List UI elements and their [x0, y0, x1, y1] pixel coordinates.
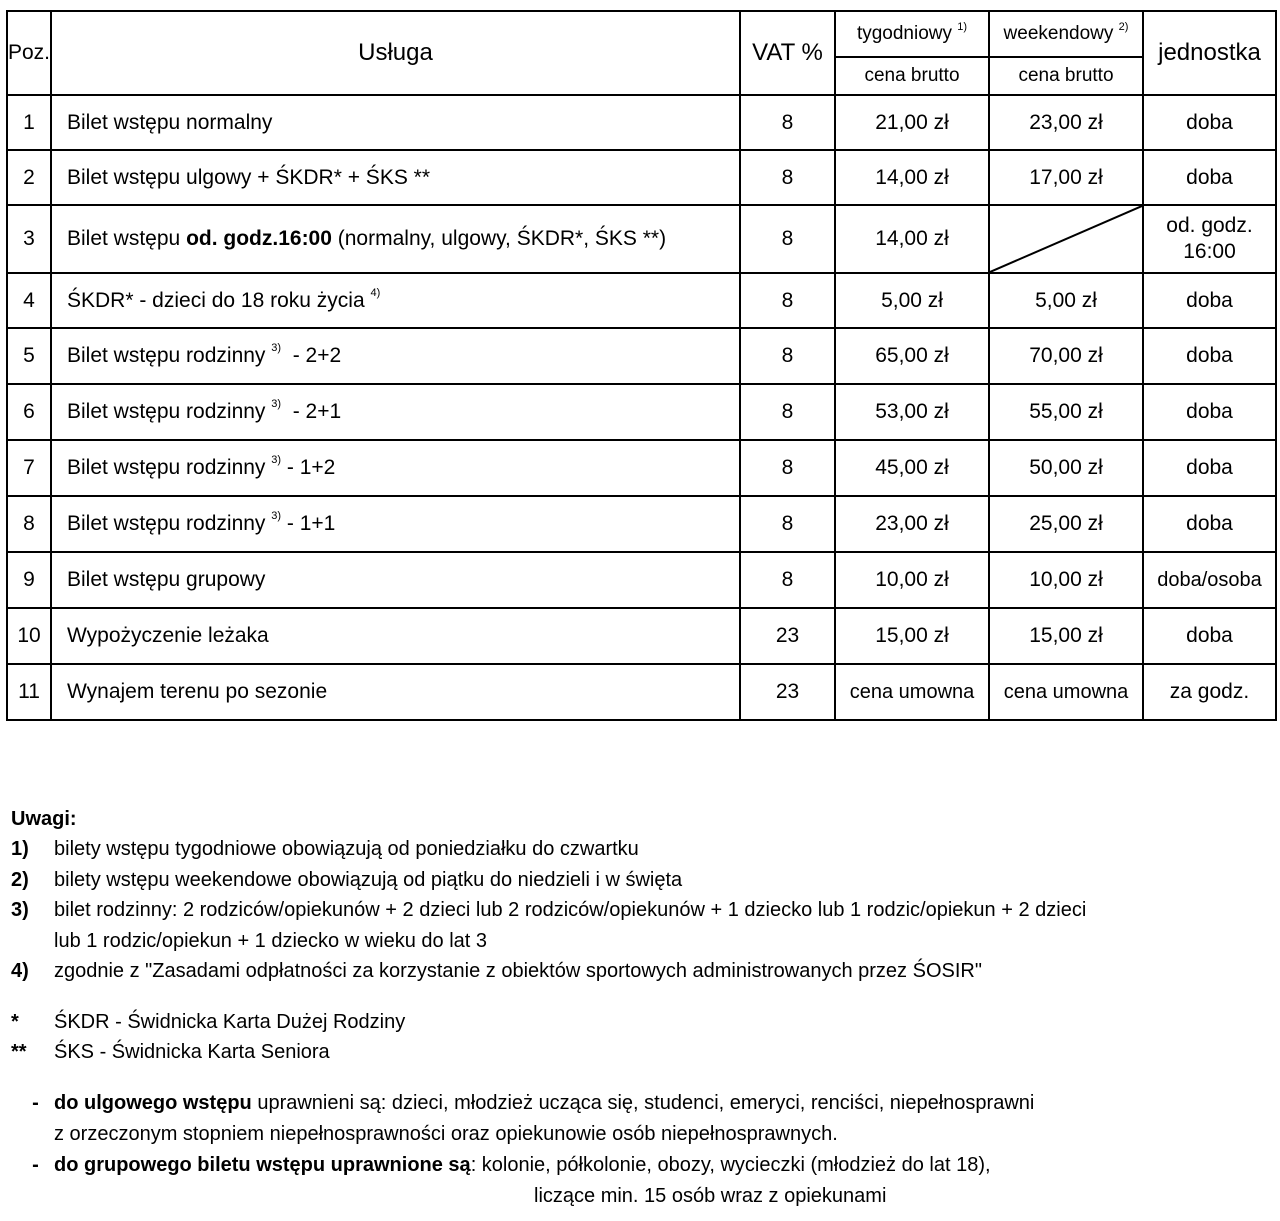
cell-poz: 7 — [7, 440, 51, 496]
notes-title: Uwagi: — [11, 808, 77, 830]
notes-section — [11, 808, 1271, 1212]
note-item: 4) zgodnie z "Zasadami odpłatności za korzystanie z obiektów sportowych administrowanych przez ŚOSIR" — [11, 960, 982, 982]
cell-price-weekly: 14,00 zł — [835, 150, 989, 205]
cell-poz: 8 — [7, 496, 51, 552]
cell-unit: doba — [1143, 95, 1276, 150]
cell-poz: 5 — [7, 328, 51, 384]
cell-price-weekend: 55,00 zł — [989, 384, 1143, 440]
cell-price-weekend: 70,00 zł — [989, 328, 1143, 384]
cell-poz: 9 — [7, 552, 51, 608]
header-weekendowy: weekendowy $^{2)}$ — [989, 11, 1143, 57]
table-row — [7, 273, 1276, 328]
table-row — [7, 608, 1276, 664]
cell-price-weekly: 14,00 zł — [835, 205, 989, 273]
cell-price-weekend: 10,00 zł — [989, 552, 1143, 608]
cell-usluga: Bilet wstępu rodzinny $^{3)}$ - 1+2 — [51, 440, 740, 496]
cell-vat: 8 — [740, 496, 835, 552]
cell-poz: 11 — [7, 664, 51, 720]
cell-vat: 8 — [740, 205, 835, 273]
note-item-continuation: lub 1 rodzic/opiekun + 1 dziecko w wieku do lat 3 — [54, 929, 488, 952]
cell-unit: doba — [1143, 496, 1276, 552]
note-item: 3) bilet rodzinny: 2 rodziców/opiekunów + 2 dzieci lub 2 rodziców/opiekunów + 1 dziecko lub 1 rodzic/opiekun + 2 dzieci — [11, 899, 1087, 921]
dash-note-continuation: z orzeczonym stopniem niepełnosprawności oraz opiekunowie osób niepełnosprawnych. — [54, 1122, 838, 1145]
cell-vat: 8 — [740, 273, 835, 328]
cell-price-weekend: 5,00 zł — [989, 273, 1143, 328]
cell-price-weekend: 50,00 zł — [989, 440, 1143, 496]
asterisk-note: ** ŚKS - Świdnicka Karta Seniora — [11, 1041, 330, 1063]
cell-vat: 23 — [740, 664, 835, 720]
note-item: 2) bilety wstępu weekendowe obowiązują od piątku do niedzieli i w święta — [11, 868, 683, 891]
cell-vat: 8 — [740, 440, 835, 496]
cell-unit: za godz. — [1143, 664, 1276, 720]
cell-price-weekend: 15,00 zł — [989, 608, 1143, 664]
cell-unit: od. godz. 16:00 — [1143, 205, 1276, 273]
cell-poz: 2 — [7, 150, 51, 205]
header-cena-brutto-tyg: cena brutto — [835, 57, 989, 95]
dash-note: - do grupowego biletu wstępu uprawnione są: kolonie, półkolonie, obozy, wycieczki (młodzież do lat 18), — [32, 1153, 991, 1176]
cell-poz: 10 — [7, 608, 51, 664]
cell-usluga: Bilet wstępu grupowy — [51, 552, 740, 608]
table-row — [7, 328, 1276, 384]
dash-note: - do ulgowego wstępu uprawnieni są: dzieci, młodzież ucząca się, studenci, emeryci, renciści, niepełnosprawni — [32, 1091, 1035, 1114]
cell-price-weekend: cena umowna — [989, 664, 1143, 720]
header-jednostka: jednostka — [1143, 11, 1276, 95]
cell-usluga: Bilet wstępu normalny — [51, 95, 740, 150]
table-row — [7, 384, 1276, 440]
header-tygodniowy: tygodniowy $^{1)}$ — [835, 11, 989, 57]
cell-poz: 1 — [7, 95, 51, 150]
cell-unit: doba/osoba — [1143, 552, 1276, 608]
header-poz: Poz. — [7, 11, 51, 95]
cell-vat: 8 — [740, 384, 835, 440]
cell-usluga: ŚKDR* - dzieci do 18 roku życia $^{4)}$ — [51, 273, 740, 328]
cell-price-weekly: 45,00 zł — [835, 440, 989, 496]
cell-poz: 3 — [7, 205, 51, 273]
cell-usluga: Bilet wstępu rodzinny $^{3)}$ - 1+1 — [51, 496, 740, 552]
cell-price-weekend: 17,00 zł — [989, 150, 1143, 205]
note-item: 1) bilety wstępu tygodniowe obowiązują od poniedziałku do czwartku — [11, 838, 639, 860]
cell-usluga: Bilet wstępu rodzinny $^{3)}$ - 2+2 — [51, 328, 740, 384]
cell-poz: 6 — [7, 384, 51, 440]
cell-usluga: Bilet wstępu od. godz.16:00 (normalny, ulgowy, ŚKDR*, ŚKS **) — [51, 205, 740, 273]
cell-price-weekly: 15,00 zł — [835, 608, 989, 664]
asterisk-note: * ŚKDR - Świdnicka Karta Dużej Rodziny — [11, 1010, 406, 1033]
table-header-row — [7, 11, 1276, 57]
cell-unit: doba — [1143, 608, 1276, 664]
cell-usluga: Wynajem terenu po sezonie — [51, 664, 740, 720]
cell-unit: doba — [1143, 440, 1276, 496]
cell-price-weekend-crossed — [989, 205, 1143, 273]
cell-vat: 8 — [740, 552, 835, 608]
cell-unit: doba — [1143, 150, 1276, 205]
table-row — [7, 552, 1276, 608]
table-row — [7, 440, 1276, 496]
diagonal-line — [990, 206, 1142, 272]
cell-unit: doba — [1143, 328, 1276, 384]
table-row — [7, 205, 1276, 273]
table-row — [7, 150, 1276, 205]
cell-vat: 8 — [740, 150, 835, 205]
cell-vat: 23 — [740, 608, 835, 664]
cell-usluga: Bilet wstępu rodzinny $^{3)}$ - 2+1 — [51, 384, 740, 440]
cell-vat: 8 — [740, 328, 835, 384]
cell-price-weekly: 10,00 zł — [835, 552, 989, 608]
table-row — [7, 496, 1276, 552]
header-vat: VAT % — [740, 11, 835, 95]
cell-price-weekend: 23,00 zł — [989, 95, 1143, 150]
cell-price-weekly: 23,00 zł — [835, 496, 989, 552]
cell-vat: 8 — [740, 95, 835, 150]
cell-price-weekly: 53,00 zł — [835, 384, 989, 440]
header-cena-brutto-wkd: cena brutto — [989, 57, 1143, 95]
table-row — [7, 95, 1276, 150]
cell-unit: doba — [1143, 273, 1276, 328]
cell-price-weekend: 25,00 zł — [989, 496, 1143, 552]
price-table — [6, 10, 1277, 721]
cell-price-weekly: 5,00 zł — [835, 273, 989, 328]
header-usluga: Usługa — [51, 11, 740, 95]
dash-note-continuation: liczące min. 15 osób wraz z opiekunami — [534, 1184, 887, 1207]
cell-poz: 4 — [7, 273, 51, 328]
cell-unit: doba — [1143, 384, 1276, 440]
cell-usluga: Wypożyczenie leżaka — [51, 608, 740, 664]
cell-price-weekly: cena umowna — [835, 664, 989, 720]
cell-price-weekly: 21,00 zł — [835, 95, 989, 150]
cell-price-weekly: 65,00 zł — [835, 328, 989, 384]
table-row — [7, 664, 1276, 720]
cell-usluga: Bilet wstępu ulgowy + ŚKDR* + ŚKS ** — [51, 150, 740, 205]
